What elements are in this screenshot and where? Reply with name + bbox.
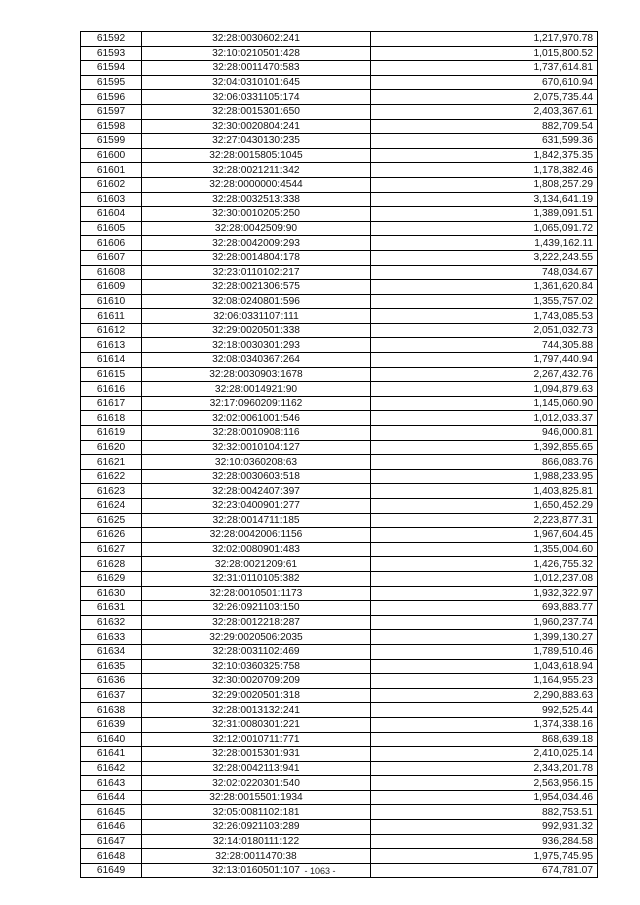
row-number-cell: 61636 <box>81 674 142 689</box>
row-number-cell: 61643 <box>81 776 142 791</box>
cadastral-number-cell: 32:06:0331107:111 <box>142 309 371 324</box>
table-row <box>81 761 598 776</box>
table-row <box>81 265 598 280</box>
row-number-cell: 61629 <box>81 571 142 586</box>
table-row <box>81 557 598 572</box>
amount-cell: 1,988,233.95 <box>371 469 598 484</box>
cadastral-number-cell: 32:30:0010205:250 <box>142 207 371 222</box>
cadastral-number-cell: 32:29:0020506:2035 <box>142 630 371 645</box>
row-number-cell: 61623 <box>81 484 142 499</box>
table-row <box>81 790 598 805</box>
amount-cell: 936,284.58 <box>371 834 598 849</box>
cadastral-number-cell: 32:12:0010711:771 <box>142 732 371 747</box>
cadastral-number-cell: 32:28:0015805:1045 <box>142 148 371 163</box>
row-number-cell: 61592 <box>81 32 142 47</box>
row-number-cell: 61609 <box>81 280 142 295</box>
table-row <box>81 192 598 207</box>
row-number-cell: 61634 <box>81 644 142 659</box>
amount-cell: 1,012,237.08 <box>371 571 598 586</box>
amount-cell: 2,051,032.73 <box>371 323 598 338</box>
amount-cell: 2,075,735.44 <box>371 90 598 105</box>
amount-cell: 2,563,956.15 <box>371 776 598 791</box>
amount-cell: 1,960,237.74 <box>371 615 598 630</box>
cadastral-number-cell: 32:28:0021209:61 <box>142 557 371 572</box>
row-number-cell: 61616 <box>81 382 142 397</box>
amount-cell: 1,094,879.63 <box>371 382 598 397</box>
table-row <box>81 732 598 747</box>
table-row <box>81 542 598 557</box>
amount-cell: 631,599.36 <box>371 134 598 149</box>
amount-cell: 1,426,755.32 <box>371 557 598 572</box>
cadastral-number-cell: 32:18:0030301:293 <box>142 338 371 353</box>
table-row <box>81 630 598 645</box>
cadastral-number-cell: 32:28:0011470:583 <box>142 61 371 76</box>
amount-cell: 1,967,604.45 <box>371 528 598 543</box>
cadastral-number-cell: 32:28:0032513:338 <box>142 192 371 207</box>
amount-cell: 670,610.94 <box>371 75 598 90</box>
amount-cell: 674,781.07 <box>371 863 598 878</box>
cadastral-number-cell: 32:28:0030602:241 <box>142 32 371 47</box>
cadastral-number-cell: 32:28:0014711:185 <box>142 513 371 528</box>
amount-cell: 1,145,060.90 <box>371 396 598 411</box>
table-row <box>81 61 598 76</box>
table-row <box>81 674 598 689</box>
amount-cell: 1,954,034.46 <box>371 790 598 805</box>
cadastral-number-cell: 32:28:0000000:4544 <box>142 177 371 192</box>
row-number-cell: 61593 <box>81 46 142 61</box>
row-number-cell: 61598 <box>81 119 142 134</box>
amount-cell: 1,361,620.84 <box>371 280 598 295</box>
row-number-cell: 61600 <box>81 148 142 163</box>
cadastral-number-cell: 32:08:0340367:264 <box>142 353 371 368</box>
table-row <box>81 499 598 514</box>
table-row <box>81 309 598 324</box>
cadastral-number-cell: 32:28:0010908:116 <box>142 426 371 441</box>
row-number-cell: 61640 <box>81 732 142 747</box>
table-row <box>81 805 598 820</box>
cadastral-number-cell: 32:04:0310101:645 <box>142 75 371 90</box>
table-row <box>81 688 598 703</box>
amount-cell: 1,178,382.46 <box>371 163 598 178</box>
cadastral-number-cell: 32:28:0010501:1173 <box>142 586 371 601</box>
cadastral-number-cell: 32:02:0080901:483 <box>142 542 371 557</box>
cadastral-number-cell: 32:28:0042407:397 <box>142 484 371 499</box>
row-number-cell: 61595 <box>81 75 142 90</box>
amount-cell: 1,355,757.02 <box>371 294 598 309</box>
amount-cell: 1,932,322.97 <box>371 586 598 601</box>
cadastral-number-cell: 32:29:0020501:338 <box>142 323 371 338</box>
amount-cell: 1,743,085.53 <box>371 309 598 324</box>
amount-cell: 744,305.88 <box>371 338 598 353</box>
cadastral-number-cell: 32:26:0921103:289 <box>142 820 371 835</box>
cadastral-number-cell: 32:23:0400901:277 <box>142 499 371 514</box>
table-row <box>81 820 598 835</box>
row-number-cell: 61644 <box>81 790 142 805</box>
amount-cell: 1,389,091.51 <box>371 207 598 222</box>
table-row <box>81 207 598 222</box>
cadastral-number-cell: 32:06:0331105:174 <box>142 90 371 105</box>
amount-cell: 2,403,367.61 <box>371 104 598 119</box>
amount-cell: 1,789,510.46 <box>371 644 598 659</box>
table-row <box>81 440 598 455</box>
amount-cell: 946,000.81 <box>371 426 598 441</box>
row-number-cell: 61604 <box>81 207 142 222</box>
row-number-cell: 61628 <box>81 557 142 572</box>
table-row <box>81 615 598 630</box>
amount-cell: 1,650,452.29 <box>371 499 598 514</box>
table-row <box>81 382 598 397</box>
table-row <box>81 236 598 251</box>
cadastral-number-cell: 32:28:0014804:178 <box>142 250 371 265</box>
page-number: - 1063 - <box>304 866 336 876</box>
table-row <box>81 717 598 732</box>
row-number-cell: 61612 <box>81 323 142 338</box>
amount-cell: 992,931.32 <box>371 820 598 835</box>
amount-cell: 2,343,201.78 <box>371 761 598 776</box>
cadastral-number-cell: 32:10:0360325:758 <box>142 659 371 674</box>
amount-cell: 2,223,877.31 <box>371 513 598 528</box>
table-row <box>81 221 598 236</box>
row-number-cell: 61635 <box>81 659 142 674</box>
table-row <box>81 294 598 309</box>
table-row <box>81 571 598 586</box>
cadastral-number-cell: 32:31:0110105:382 <box>142 571 371 586</box>
row-number-cell: 61632 <box>81 615 142 630</box>
table-row <box>81 177 598 192</box>
table-row <box>81 104 598 119</box>
cadastral-number-cell: 32:31:0080301:221 <box>142 717 371 732</box>
parcel-valuation-table <box>80 31 598 878</box>
table-row <box>81 747 598 762</box>
cadastral-number-cell: 32:02:0061001:546 <box>142 411 371 426</box>
amount-cell: 882,709.54 <box>371 119 598 134</box>
cadastral-number-cell: 32:26:0921103:150 <box>142 601 371 616</box>
row-number-cell: 61627 <box>81 542 142 557</box>
amount-cell: 1,043,618.94 <box>371 659 598 674</box>
table-row <box>81 367 598 382</box>
cadastral-number-cell: 32:30:0020709:209 <box>142 674 371 689</box>
table-row <box>81 703 598 718</box>
row-number-cell: 61610 <box>81 294 142 309</box>
cadastral-number-cell: 32:29:0020501:318 <box>142 688 371 703</box>
cadastral-number-cell: 32:27:0430130:235 <box>142 134 371 149</box>
amount-cell: 1,399,130.27 <box>371 630 598 645</box>
table-row <box>81 455 598 470</box>
cadastral-number-cell: 32:32:0010104:127 <box>142 440 371 455</box>
table-row <box>81 338 598 353</box>
cadastral-number-cell: 32:08:0240801:596 <box>142 294 371 309</box>
amount-cell: 1,403,825.81 <box>371 484 598 499</box>
cadastral-number-cell: 32:28:0015301:650 <box>142 104 371 119</box>
row-number-cell: 61606 <box>81 236 142 251</box>
amount-cell: 2,290,883.63 <box>371 688 598 703</box>
row-number-cell: 61645 <box>81 805 142 820</box>
cadastral-number-cell: 32:28:0015501:1934 <box>142 790 371 805</box>
cadastral-number-cell: 32:14:0180111:122 <box>142 834 371 849</box>
amount-cell: 1,439,162.11 <box>371 236 598 251</box>
row-number-cell: 61625 <box>81 513 142 528</box>
cadastral-number-cell: 32:28:0015301:931 <box>142 747 371 762</box>
amount-cell: 1,737,614.81 <box>371 61 598 76</box>
table-row <box>81 586 598 601</box>
cadastral-number-cell: 32:28:0013132:241 <box>142 703 371 718</box>
cadastral-number-cell: 32:23:0110102:217 <box>142 265 371 280</box>
cadastral-number-cell: 32:28:0042006:1156 <box>142 528 371 543</box>
row-number-cell: 61597 <box>81 104 142 119</box>
cadastral-number-cell: 32:13:0160501:107 <box>142 863 371 878</box>
table-row <box>81 849 598 864</box>
cadastral-number-cell: 32:28:0030603:518 <box>142 469 371 484</box>
cadastral-number-cell: 32:28:0030903:1678 <box>142 367 371 382</box>
row-number-cell: 61613 <box>81 338 142 353</box>
table-row <box>81 834 598 849</box>
row-number-cell: 61626 <box>81 528 142 543</box>
amount-cell: 748,034.67 <box>371 265 598 280</box>
row-number-cell: 61608 <box>81 265 142 280</box>
table-row <box>81 528 598 543</box>
table-row <box>81 163 598 178</box>
row-number-cell: 61630 <box>81 586 142 601</box>
row-number-cell: 61615 <box>81 367 142 382</box>
amount-cell: 1,797,440.94 <box>371 353 598 368</box>
row-number-cell: 61649 <box>81 863 142 878</box>
row-number-cell: 61639 <box>81 717 142 732</box>
cadastral-number-cell: 32:17:0960209:1162 <box>142 396 371 411</box>
amount-cell: 2,267,432.76 <box>371 367 598 382</box>
table-row <box>81 601 598 616</box>
table-row <box>81 353 598 368</box>
cadastral-number-cell: 32:28:0014921:90 <box>142 382 371 397</box>
table-row <box>81 396 598 411</box>
row-number-cell: 61602 <box>81 177 142 192</box>
cadastral-number-cell: 32:28:0012218:287 <box>142 615 371 630</box>
table-row <box>81 323 598 338</box>
cadastral-number-cell: 32:02:0220301:540 <box>142 776 371 791</box>
row-number-cell: 61621 <box>81 455 142 470</box>
table-row <box>81 469 598 484</box>
row-number-cell: 61647 <box>81 834 142 849</box>
table-row <box>81 411 598 426</box>
row-number-cell: 61594 <box>81 61 142 76</box>
amount-cell: 866,083.76 <box>371 455 598 470</box>
amount-cell: 1,164,955.23 <box>371 674 598 689</box>
table-row <box>81 46 598 61</box>
amount-cell: 1,374,338.16 <box>371 717 598 732</box>
table-row <box>81 280 598 295</box>
amount-cell: 1,217,970.78 <box>371 32 598 47</box>
row-number-cell: 61622 <box>81 469 142 484</box>
row-number-cell: 61641 <box>81 747 142 762</box>
amount-cell: 882,753.51 <box>371 805 598 820</box>
cadastral-number-cell: 32:28:0031102:469 <box>142 644 371 659</box>
table-row <box>81 119 598 134</box>
row-number-cell: 61614 <box>81 353 142 368</box>
amount-cell: 3,222,243.55 <box>371 250 598 265</box>
table-row <box>81 659 598 674</box>
amount-cell: 1,842,375.35 <box>371 148 598 163</box>
row-number-cell: 61642 <box>81 761 142 776</box>
cadastral-number-cell: 32:05:0081102:181 <box>142 805 371 820</box>
amount-cell: 1,808,257.29 <box>371 177 598 192</box>
table-row <box>81 148 598 163</box>
cadastral-number-cell: 32:28:0042113:941 <box>142 761 371 776</box>
table-row <box>81 776 598 791</box>
amount-cell: 2,410,025.14 <box>371 747 598 762</box>
row-number-cell: 61607 <box>81 250 142 265</box>
row-number-cell: 61605 <box>81 221 142 236</box>
row-number-cell: 61599 <box>81 134 142 149</box>
row-number-cell: 61637 <box>81 688 142 703</box>
cadastral-number-cell: 32:28:0021306:575 <box>142 280 371 295</box>
cadastral-number-cell: 32:28:0021211:342 <box>142 163 371 178</box>
table-row <box>81 484 598 499</box>
row-number-cell: 61611 <box>81 309 142 324</box>
row-number-cell: 61633 <box>81 630 142 645</box>
table-row <box>81 250 598 265</box>
amount-cell: 1,392,855.65 <box>371 440 598 455</box>
row-number-cell: 61619 <box>81 426 142 441</box>
table-body <box>81 32 598 878</box>
cadastral-number-cell: 32:28:0011470:38 <box>142 849 371 864</box>
table-row <box>81 426 598 441</box>
amount-cell: 693,883.77 <box>371 601 598 616</box>
table-row <box>81 75 598 90</box>
row-number-cell: 61620 <box>81 440 142 455</box>
row-number-cell: 61638 <box>81 703 142 718</box>
table-row <box>81 513 598 528</box>
table-row <box>81 134 598 149</box>
row-number-cell: 61618 <box>81 411 142 426</box>
row-number-cell: 61648 <box>81 849 142 864</box>
row-number-cell: 61603 <box>81 192 142 207</box>
cadastral-number-cell: 32:28:0042009:293 <box>142 236 371 251</box>
cadastral-number-cell: 32:28:0042509:90 <box>142 221 371 236</box>
cadastral-number-cell: 32:30:0020804:241 <box>142 119 371 134</box>
amount-cell: 1,355,004.60 <box>371 542 598 557</box>
row-number-cell: 61617 <box>81 396 142 411</box>
table-row <box>81 32 598 47</box>
amount-cell: 1,975,745.95 <box>371 849 598 864</box>
row-number-cell: 61596 <box>81 90 142 105</box>
table-row <box>81 644 598 659</box>
table-row <box>81 90 598 105</box>
amount-cell: 868,639.18 <box>371 732 598 747</box>
amount-cell: 1,065,091.72 <box>371 221 598 236</box>
amount-cell: 3,134,641.19 <box>371 192 598 207</box>
row-number-cell: 61601 <box>81 163 142 178</box>
row-number-cell: 61646 <box>81 820 142 835</box>
amount-cell: 1,012,033.37 <box>371 411 598 426</box>
amount-cell: 992,525.44 <box>371 703 598 718</box>
amount-cell: 1,015,800.52 <box>371 46 598 61</box>
row-number-cell: 61624 <box>81 499 142 514</box>
cadastral-number-cell: 32:10:0210501:428 <box>142 46 371 61</box>
cadastral-number-cell: 32:10:0360208:63 <box>142 455 371 470</box>
row-number-cell: 61631 <box>81 601 142 616</box>
